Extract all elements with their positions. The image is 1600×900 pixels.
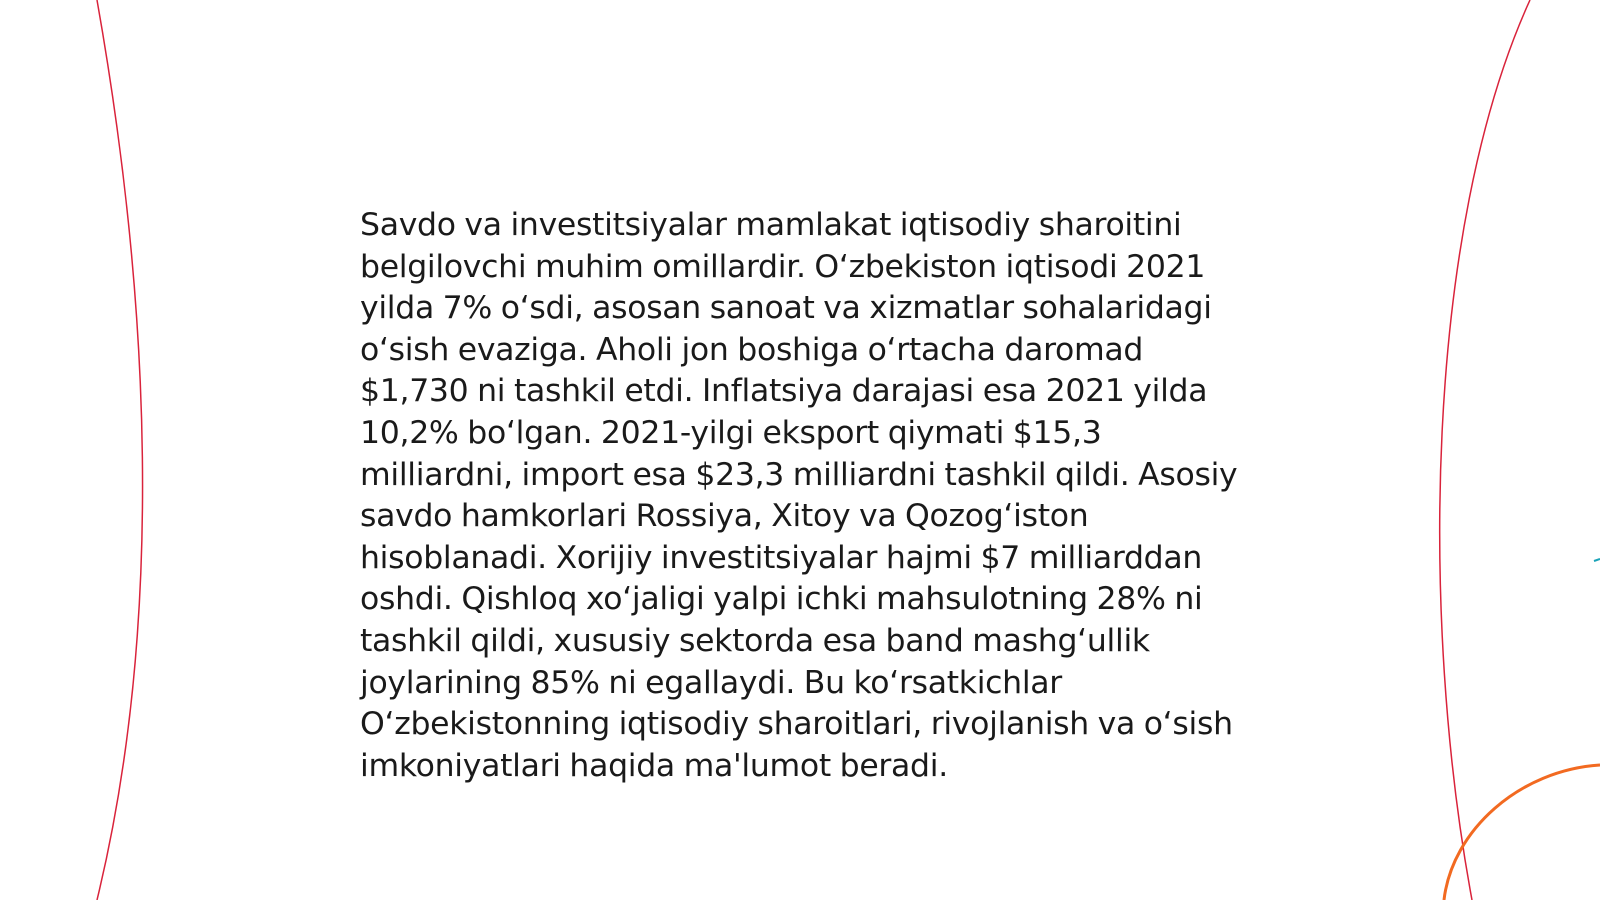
orange-decorative-circle bbox=[1444, 765, 1600, 900]
left-decorative-arc bbox=[97, 0, 143, 900]
right-decorative-arc bbox=[1440, 0, 1530, 900]
slide-body-paragraph: Savdo va investitsiyalar mamlakat iqtisodiy sharoitini belgilovchi muhim omillardir. O‘zbekiston iqtisodi 2021 yilda 7% o‘sdi, asosan sanoat va xizmatlar sohalaridagi o‘sish evaziga. Aholi jon boshiga o‘rtacha daromad $1,730 ni tashkil etdi. Inflatsiya darajasi esa 2021 yilda 10,2% bo‘lgan. 2021-yilgi eksport qiymati $15,3 milliardni, import esa $23,3 milliardni tashkil qildi. Asosiy savdo hamkorlari Rossiya, Xitoy va Qozog‘iston hisoblanadi. Xorijiy investitsiyalar hajmi $7 milliarddan oshdi. Qishloq xo‘jaligi yalpi ichki mahsulotning 28% ni tashkil qildi, xususiy sektorda esa band mashg‘ullik joylarining 85% ni egallaydi. Bu ko‘rsatkichlar O‘zbekistonning iqtisodiy sharoitlari, rivojlanish va o‘sish imkoniyatlari haqida ma'lumot beradi. bbox=[360, 207, 1238, 784]
teal-accent-mark bbox=[1594, 559, 1600, 561]
